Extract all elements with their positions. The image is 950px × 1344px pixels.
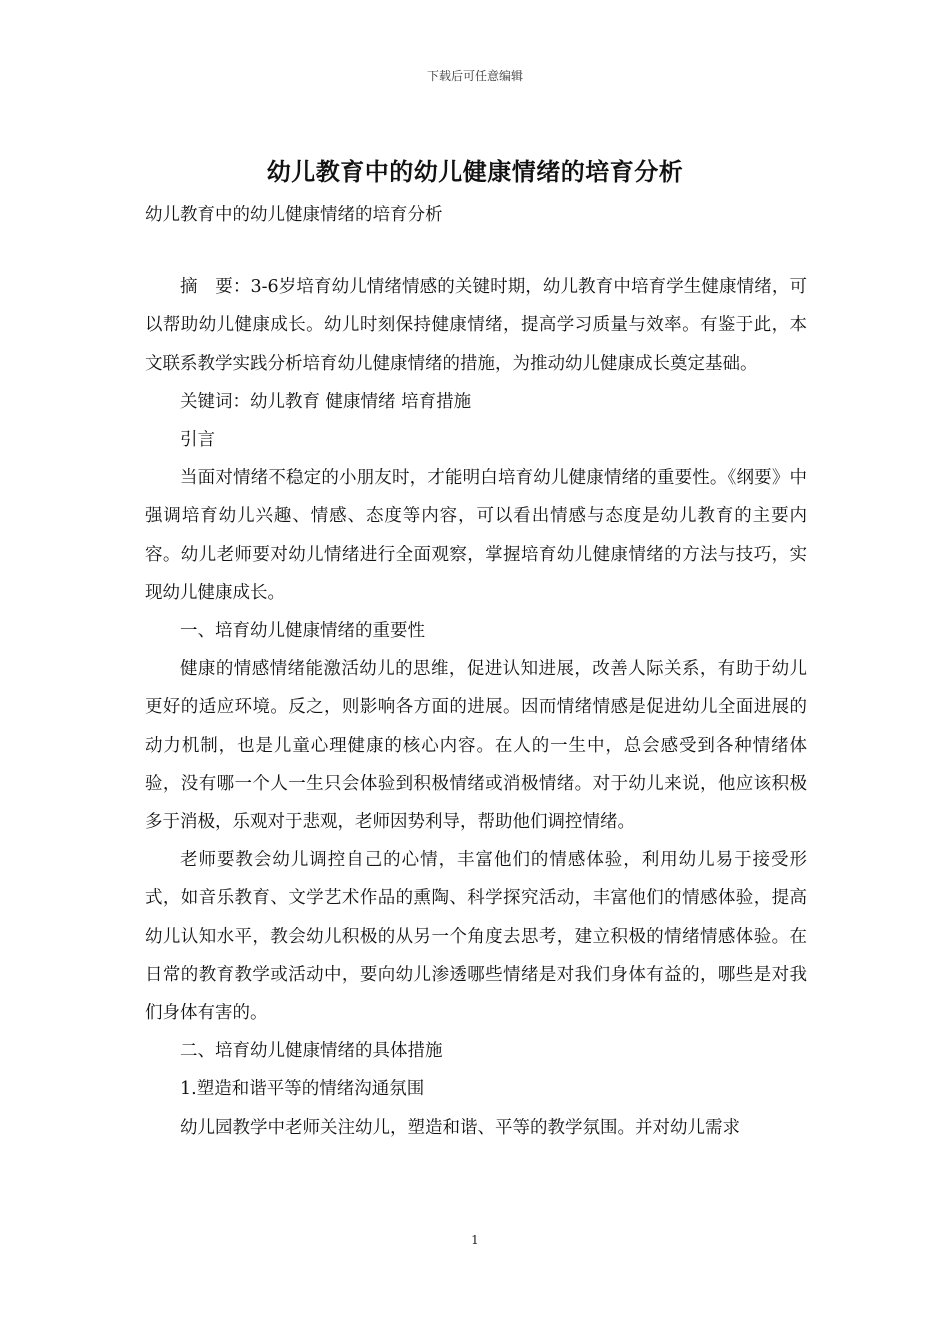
document-body	[145, 196, 807, 1147]
subsection-heading-1: 1.塑造和谐平等的情绪沟通氛围	[180, 1079, 425, 1100]
abstract-paragraph: 摘 要：3-6岁培育幼儿情绪情感的关键时期，幼儿教育中培育学生健康情绪，可以帮助幼儿健康成长。幼儿时刻保持健康情绪，提高学习质量与效率。有鉴于此，本文联系教学实践分析培育幼儿健康情绪的措施，为推动幼儿健康成长奠定基础。	[145, 277, 807, 374]
header-note: 下载后可任意编辑	[426, 69, 523, 83]
blank-line	[145, 234, 807, 268]
subtitle: 幼儿教育中的幼儿健康情绪的培育分析	[145, 205, 443, 225]
section-heading-intro: 引言	[180, 430, 215, 451]
section-heading-1: 一、培育幼儿健康情绪的重要性	[180, 621, 425, 642]
section-heading-2: 二、培育幼儿健康情绪的具体措施	[180, 1041, 443, 1062]
document-title: 幼儿教育中的幼儿健康情绪的培育分析	[266, 157, 684, 186]
page-number: 1	[471, 1233, 479, 1247]
body-paragraph: 健康的情感情绪能激活幼儿的思维，促进认知进展，改善人际关系，有助于幼儿更好的适应环境。反之，则影响各方面的进展。因而情绪情感是促进幼儿全面进展的动力机制，也是儿童心理健康的核心内容。在人的一生中，总会感受到各种情绪体验，没有哪一个人一生只会体验到积极情绪或消极情绪。对于幼儿来说，他应该积极多于消极，乐观对于悲观，老师因势利导，帮助他们调控情绪。	[145, 659, 807, 833]
body-paragraph: 幼儿园教学中老师关注幼儿，塑造和谐、平等的教学氛围。并对幼儿需求	[180, 1117, 740, 1138]
keywords-line: 关键词：幼儿教育 健康情绪 培育措施	[180, 391, 472, 412]
intro-paragraph: 当面对情绪不稳定的小朋友时，才能明白培育幼儿健康情绪的重要性。《纲要》中强调培育幼儿兴趣、情感、态度等内容，可以看出情感与态度是幼儿教育的主要内容。幼儿老师要对幼儿情绪进行全面观察，掌握培育幼儿健康情绪的方法与技巧，实现幼儿健康成长。	[145, 468, 807, 603]
body-paragraph: 老师要教会幼儿调控自己的心情，丰富他们的情感体验，利用幼儿易于接受形式，如音乐教育、文学艺术作品的熏陶、科学探究活动，丰富他们的情感体验，提高幼儿认知水平，教会幼儿积极的从另一个角度去思考，建立积极的情绪情感体验。在日常的教育教学或活动中，要向幼儿渗透哪些情绪是对我们身体有益的，哪些是对我们身体有害的。	[145, 850, 807, 1024]
